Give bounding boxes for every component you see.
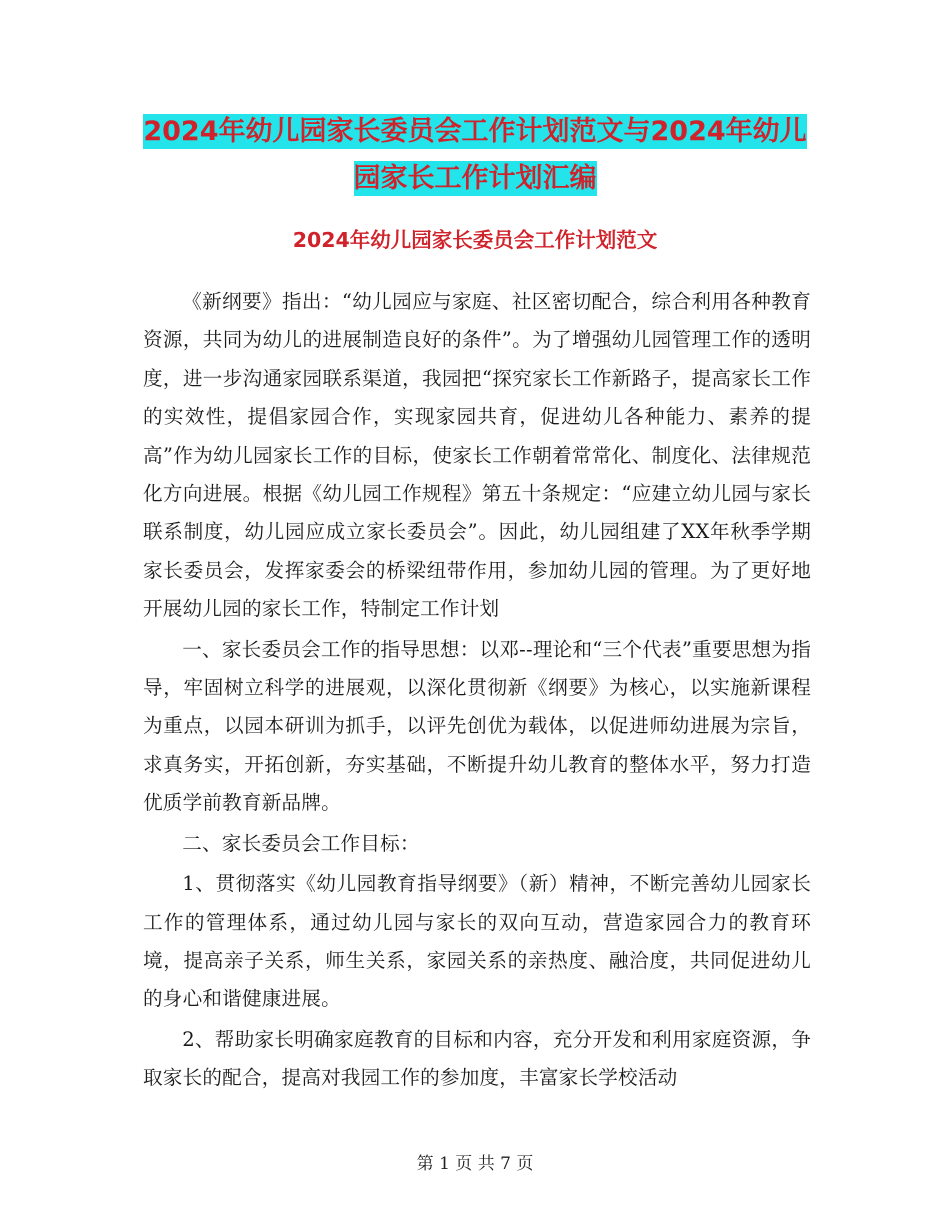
paragraph: 《新纲要》指出：“幼儿园应与家庭、社区密切配合，综合利用各种教育资源，共同为幼儿的进展制造良好的条件”。为了增强幼儿园管理工作的透明度，进一步沟通家园联系渠道，我园把“探究家长工作新路子，提高家长工作的实效性，提倡家园合作，实现家园共育，促进幼儿各种能力、素养的提高”作为幼儿园家长工作的目标，使家长工作朝着常常化、制度化、法律规范化方向进展。根据《幼儿园工作规程》第五十条规定：“应建立幼儿园与家长联系制度，幼儿园应成立家长委员会”。因此，幼儿园组建了XX年秋季学期家长委员会，发挥家委会的桥梁纽带作用，参加幼儿园的管理。为了更好地开展幼儿园的家长工作，特制定工作计划 <box>143 290 811 621</box>
section-title: 2024年幼儿园家长委员会工作计划范文 <box>292 228 658 252</box>
paragraph: 2、帮助家长明确家庭教育的目标和内容，充分开发和利用家庭资源，争取家长的配合，提高对我园工作的参加度，丰富家长学校活动 <box>143 1027 811 1090</box>
page-footer: 第 1 页 共 7 页 <box>416 1154 534 1174</box>
document-body <box>143 283 811 1098</box>
document-title-line-1: 2024年幼儿园家长委员会工作计划范文与2024年幼儿 <box>143 116 807 147</box>
document-title-line-2: 园家长工作计划汇编 <box>353 163 597 194</box>
paragraph: 一、家长委员会工作的指导思想：以邓--理论和“三个代表”重要思想为指导，牢固树立科学的进展观，以深化贯彻新《纲要》为核心，以实施新课程为重点，以园本研训为抓手，以评先创优为载体，以促进师幼进展为宗旨，求真务实，开拓创新，夯实基础，不断提升幼儿教育的整体水平，努力打造优质学前教育新品牌。 <box>143 637 811 815</box>
paragraph: 1、贯彻落实《幼儿园教育指导纲要》（新）精神，不断完善幼儿园家长工作的管理体系，通过幼儿园与家长的双向互动，营造家园合力的教育环境，提高亲子关系，师生关系，家园关系的亲热度、融洽度，共同促进幼儿的身心和谐健康进展。 <box>143 872 811 1011</box>
paragraph: 二、家长委员会工作目标： <box>182 831 420 855</box>
document-title <box>0 108 950 202</box>
